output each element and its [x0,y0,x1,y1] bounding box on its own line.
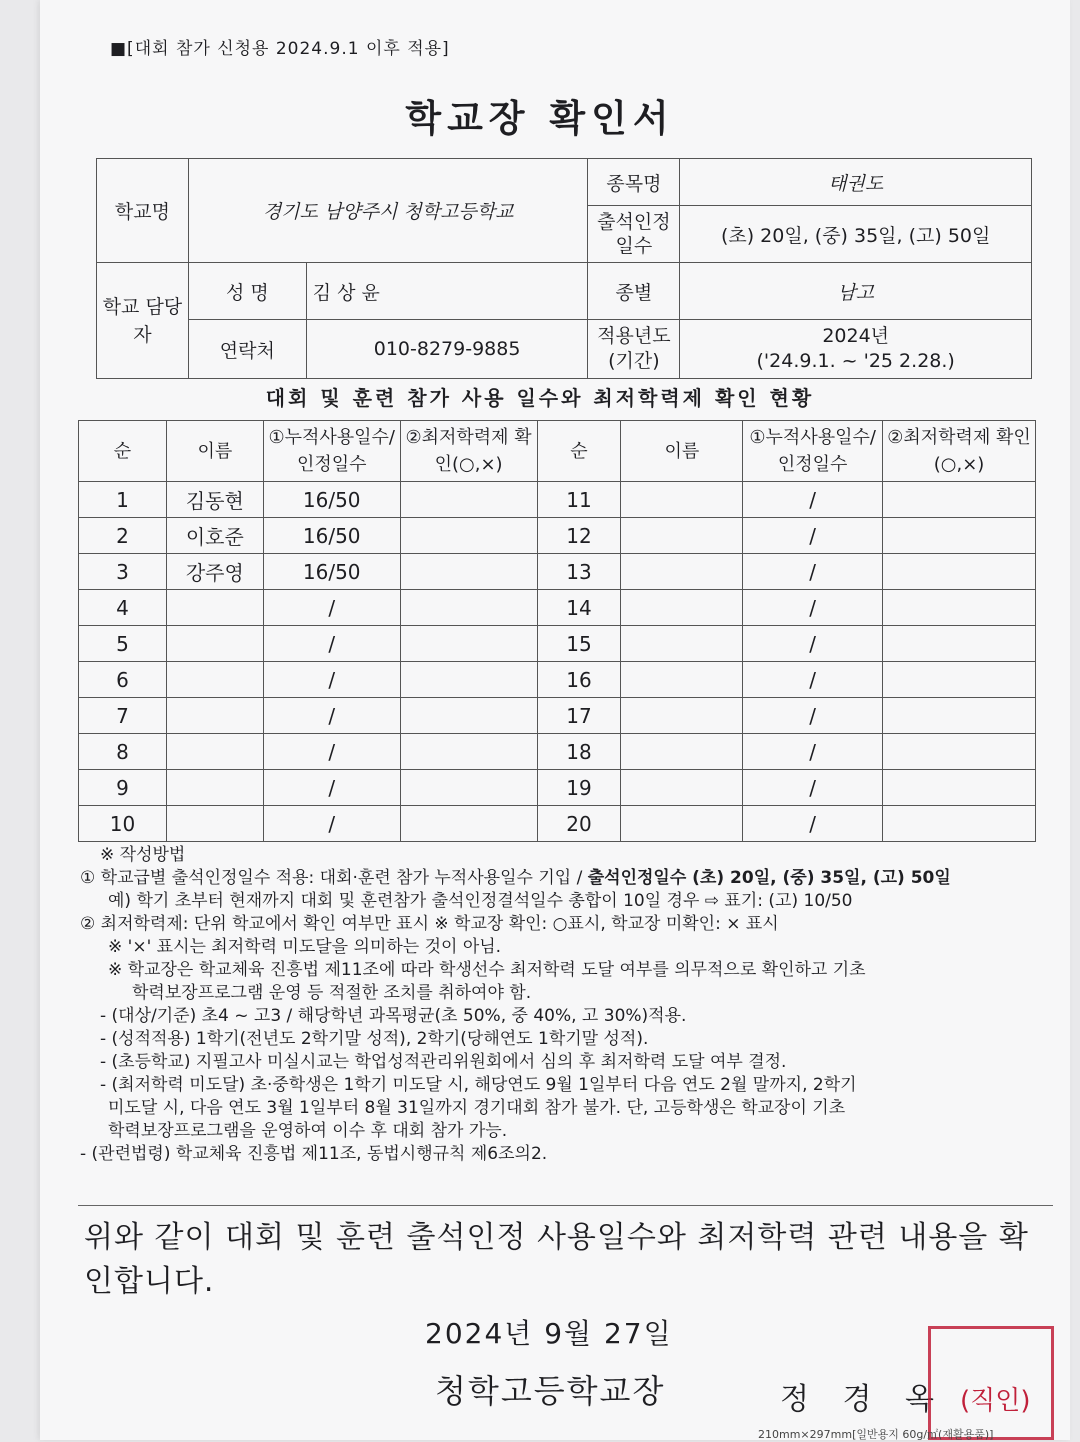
row-check [883,770,1036,806]
attendance-label: 출석인정 일수 [588,206,680,263]
header-name: 이름 [166,421,263,482]
row-name [621,806,743,842]
row-name [621,662,743,698]
row-name [166,590,263,626]
page-title: 학교장 확인서 [405,97,675,140]
row-no: 11 [537,482,621,518]
row-check [883,482,1036,518]
seal-label: (직인) [960,1386,1031,1416]
name-label: 성 명 [188,263,306,320]
event-value: 태권도 [680,159,1032,206]
row-days: / [743,662,883,698]
row-no: 13 [537,554,621,590]
note-1 [80,867,1050,890]
row-no: 18 [537,734,621,770]
row-days: / [263,770,400,806]
row-name [621,626,743,662]
row-days: / [743,806,883,842]
row-check [400,698,537,734]
row-name [166,626,263,662]
note-3: ※ 학교장은 학교체육 진흥법 제11조에 따라 학생선수 최저학력 도달 여부를 의무적으로 확인하고 기초 [108,960,866,980]
divider [78,1205,1053,1206]
event-label: 종목명 [588,159,680,206]
contact-value: 010-8279-9885 [306,320,588,379]
row-days: / [743,698,883,734]
row-check [883,626,1036,662]
issue-date: 2024년 9월 27일 [425,1317,673,1350]
row-check [400,770,537,806]
row-name [621,554,743,590]
note-3b: 학력보장프로그램 운영 등 적절한 조치를 취하여야 함. [132,983,532,1003]
row-no: 12 [537,518,621,554]
confirm-text: 위와 같이 대회 및 훈련 출석인정 사용일수와 최저학력 관련 내용을 확인합니다. [84,1220,1029,1299]
category-label: 종별 [588,263,680,320]
row-check [400,482,537,518]
header-minimum: ②최저학력제 확인(○,×) [400,421,537,482]
row-days: / [743,590,883,626]
row-days: / [263,734,400,770]
row-no: 7 [79,698,167,734]
row-no: 15 [537,626,621,662]
header-cumulative: ①누적사용일수/인정일수 [743,421,883,482]
row-name [621,698,743,734]
row-check [883,734,1036,770]
header-cumulative: ①누적사용일수/인정일수 [263,421,400,482]
row-name [166,662,263,698]
detail-4: - (최저학력 미도달) 초·중학생은 1학기 미도달 시, 해당연도 9월 1일부터 다음 연도 2월 말까지, 2학기 [100,1075,857,1095]
row-check [883,698,1036,734]
table-row [79,770,1036,806]
row-no: 19 [537,770,621,806]
table-row [79,482,1036,518]
school-label: 학교명 [97,159,189,263]
row-no: 4 [79,590,167,626]
row-no: 14 [537,590,621,626]
contact-label: 연락처 [188,320,306,379]
header-tag: ■[대회 참가 신청용 2024.9.1 이후 적용] [110,39,450,59]
detail-2: - (성적적용) 1학기(전년도 2학기말 성적), 2학기(당해연도 1학기말 성적). [100,1029,649,1049]
row-check [883,554,1036,590]
row-no: 20 [537,806,621,842]
school-principal: 청학고등학교장 [435,1372,666,1410]
year-cell [680,320,1032,379]
table-row [79,554,1036,590]
year-value: 2024년 [822,325,890,347]
row-no: 3 [79,554,167,590]
row-no: 9 [79,770,167,806]
row-name [621,482,743,518]
header-no: 순 [79,421,167,482]
table-row [79,626,1036,662]
row-no: 17 [537,698,621,734]
table-row [79,698,1036,734]
row-days: / [743,554,883,590]
row-name [166,806,263,842]
row-check [400,662,537,698]
row-check [883,518,1036,554]
row-days: / [743,734,883,770]
row-days: / [263,590,400,626]
note-2: ② 최저학력제: 단위 학교에서 확인 여부만 표시 ※ 학교장 확인: ○표시, 학교장 미확인: × 표시 [80,914,779,934]
row-days: / [263,626,400,662]
row-check [883,590,1036,626]
row-days: 16/50 [263,482,400,518]
year-label: 적용년도 (기간) [588,320,680,379]
row-no: 10 [79,806,167,842]
info-table [96,158,1032,379]
row-no: 16 [537,662,621,698]
header-name: 이름 [621,421,743,482]
detail-3: - (초등학교) 지필고사 미실시교는 학업성적관리위원회에서 심의 후 최저학력 도달 여부 결정. [100,1052,787,1072]
table-row [79,518,1036,554]
note-1-example: 예) 학기 초부터 현재까지 대회 및 훈련참가 출석인정결석일수 총합이 10일 경우 ⇨ 표기: (고) 10/50 [108,891,853,911]
row-check [400,806,537,842]
row-check [400,590,537,626]
note-1-bold: 출석인정일수 (초) 20일, (중) 35일, (고) 50일 [587,868,951,888]
row-check [400,734,537,770]
section-title: 대회 및 훈련 참가 사용 일수와 최저학력제 확인 현황 [265,386,815,410]
detail-1: - (대상/기준) 초4 ~ 고3 / 해당학년 과목평균(초 50%, 중 40%, 고 30%)적용. [100,1006,687,1026]
row-check [400,626,537,662]
row-days: / [263,698,400,734]
row-no: 1 [79,482,167,518]
principal-name: 정 경 옥 [780,1382,947,1417]
status-table [78,420,1036,842]
row-days: 16/50 [263,554,400,590]
notes [80,844,1050,1166]
detail-5: - (관련법령) 학교체육 진흥법 제11조, 동법시행규칙 제6조의2. [80,1144,548,1164]
row-days: 16/50 [263,518,400,554]
row-no: 8 [79,734,167,770]
row-name [621,590,743,626]
row-check [400,518,537,554]
row-no: 6 [79,662,167,698]
row-no: 2 [79,518,167,554]
row-check [883,806,1036,842]
table-row [79,590,1036,626]
row-name [166,734,263,770]
detail-4b: 미도달 시, 다음 연도 3월 1일부터 8월 31일까지 경기대회 참가 불가. 단, 고등학생은 학교장이 기초 [108,1098,846,1118]
row-check [400,554,537,590]
row-days: / [743,482,883,518]
row-name [621,770,743,806]
row-days: / [743,518,883,554]
header-no: 순 [537,421,621,482]
table-row [79,734,1036,770]
row-days: / [743,626,883,662]
row-name: 강주영 [166,554,263,590]
table-row [79,806,1036,842]
row-check [883,662,1036,698]
row-name [166,698,263,734]
row-name [621,734,743,770]
period-value: ('24.9.1. ~ '25 2.28.) [756,350,955,372]
attendance-value: (초) 20일, (중) 35일, (고) 50일 [680,206,1032,263]
row-days: / [263,662,400,698]
manager-label: 학교 담당자 [97,263,189,379]
detail-4c: 학력보장프로그램을 운영하여 이수 후 대회 참가 가능. [108,1121,508,1141]
row-name [621,518,743,554]
table-row [79,662,1036,698]
row-name: 김동현 [166,482,263,518]
note-2-sub: ※ '×' 표시는 최저학력 미도달을 의미하는 것이 아님. [108,937,502,957]
school-value: 경기도 남양주시 청학고등학교 [188,159,588,263]
category-value: 남고 [680,263,1032,320]
note-1-text: ① 학교급별 출석인정일수 적용: 대회·훈련 참가 누적사용일수 기입 / [80,868,588,888]
row-no: 5 [79,626,167,662]
notes-heading: ※ 작성방법 [100,845,186,865]
row-days: / [743,770,883,806]
name-value: 김 상 윤 [306,263,588,320]
row-name: 이호준 [166,518,263,554]
row-days: / [263,806,400,842]
paper-spec: 210mm×297mm[일반용지 60g/㎡(재활용품)] [758,1428,994,1441]
header-minimum: ②최저학력제 확인(○,×) [883,421,1036,482]
row-name [166,770,263,806]
